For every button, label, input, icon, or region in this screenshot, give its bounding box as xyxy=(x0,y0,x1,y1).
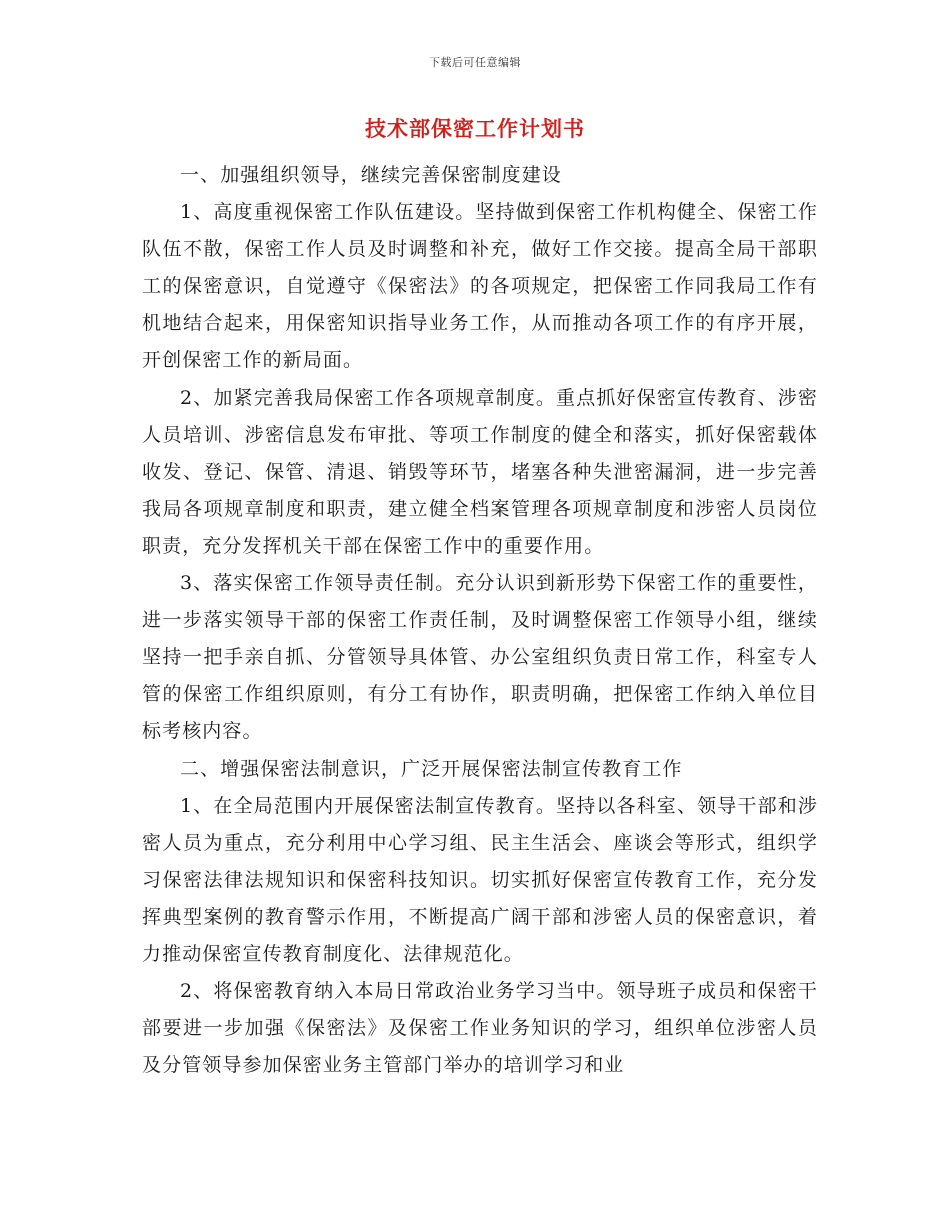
paragraph-1-2: 2、加紧完善我局保密工作各项规章制度。重点抓好保密宣传教育、涉密人员培训、涉密信息发布审批、等项工作制度的健全和落实，抓好保密载体收发、登记、保管、清退、销毁等环节，堵塞各种失泄密漏洞，进一步完善我局各项规章制度和职责，建立健全档案管理各项规章制度和涉密人员岗位职责，充分发挥机关干部在保密工作中的重要作用。 xyxy=(142,386,818,557)
paragraph-2-2: 2、将保密教育纳入本局日常政治业务学习当中。领导班子成员和保密干部要进一步加强《保密法》及保密工作业务知识的学习，组织单位涉密人员及分管领导参加保密业务主管部门举办的培训学习和业 xyxy=(142,980,818,1077)
section-heading-2: 二、增强保密法制意识，广泛开展保密法制宣传教育工作 xyxy=(180,757,683,780)
document-title: 技术部保密工作计划书 xyxy=(365,116,585,141)
paragraph-1-1: 1、高度重视保密工作队伍建设。坚持做到保密工作机构健全、保密工作队伍不散，保密工作人员及时调整和补充，做好工作交接。提高全局干部职工的保密意识，自觉遵守《保密法》的各项规定，把保密工作同我局工作有机地结合起来，用保密知识指导业务工作，从而推动各项工作的有序开展，开创保密工作的新局面。 xyxy=(142,201,818,372)
document-body xyxy=(142,157,818,1084)
paragraph-1-3: 3、落实保密工作领导责任制。充分认识到新形势下保密工作的重要性，进一步落实领导干部的保密工作责任制，及时调整保密工作领导小组，继续坚持一把手亲自抓、分管领导具体管、办公室组织负责日常工作，科室专人管的保密工作组织原则，有分工有协作，职责明确，把保密工作纳入单位目标考核内容。 xyxy=(142,572,818,743)
header-note: 下载后可任意编辑 xyxy=(429,56,521,69)
paragraph-2-1: 1、在全局范围内开展保密法制宣传教育。坚持以各科室、领导干部和涉密人员为重点，充分利用中心学习组、民主生活会、座谈会等形式，组织学习保密法律法规知识和保密科技知识。切实抓好保密宣传教育工作，充分发挥典型案例的教育警示作用，不断提高广阔干部和涉密人员的保密意识，着力推动保密宣传教育制度化、法律规范化。 xyxy=(142,794,818,965)
section-heading-1: 一、加强组织领导，继续完善保密制度建设 xyxy=(180,164,562,186)
